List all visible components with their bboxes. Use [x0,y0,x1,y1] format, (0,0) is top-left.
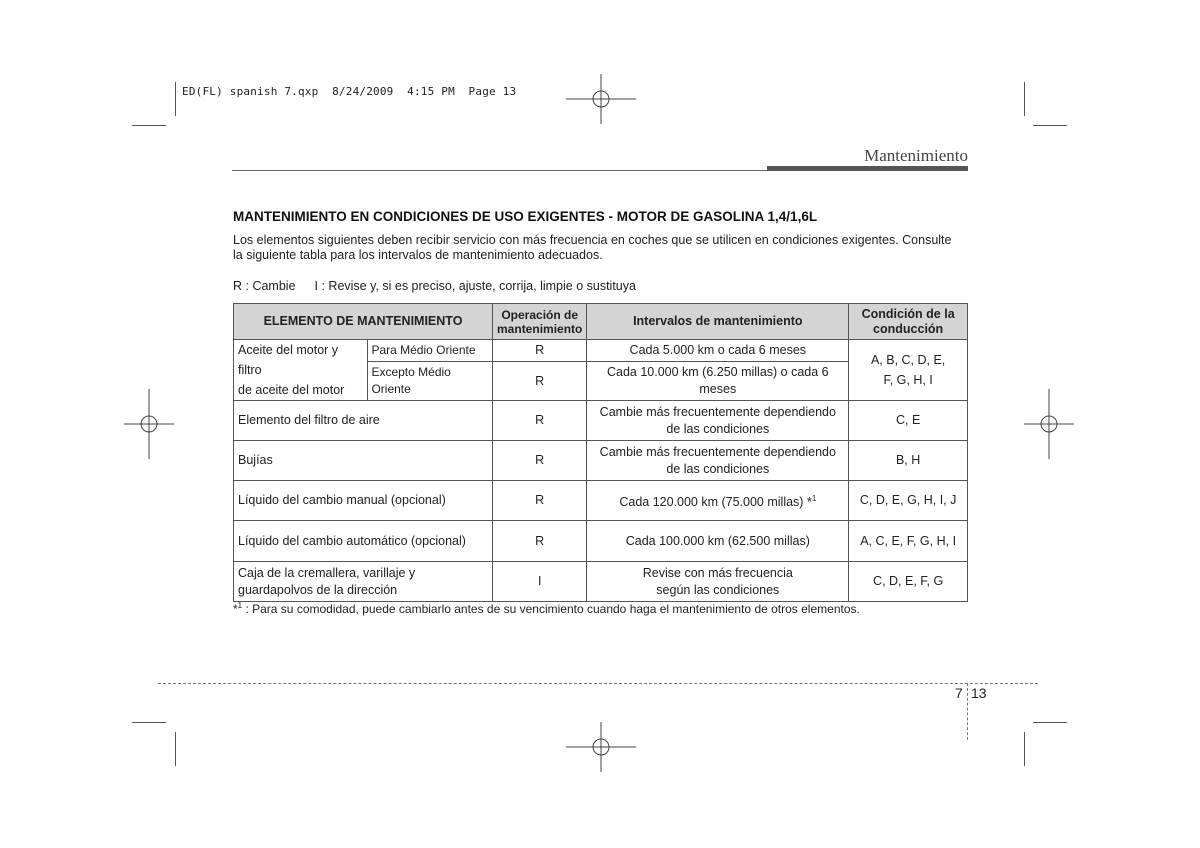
interval-cell: Cada 5.000 km o cada 6 meses [587,340,849,362]
condition-cell: A, C, E, F, G, H, I [849,521,968,562]
crop-mark [1024,732,1025,766]
footnote [233,598,860,617]
interval-cell [587,481,849,521]
header-condition: Condición de la conducción [849,304,968,340]
page-heading: MANTENIMIENTO EN CONDICIONES DE USO EXIGENTES - MOTOR DE GASOLINA 1,4/1,6L [233,209,818,224]
crop-mark [132,125,166,126]
header-item: ELEMENTO DE MANTENIMIENTO [234,304,493,340]
item-cell: Líquido del cambio manual (opcional) [234,481,493,521]
legend-i: I : Revise y, si es preciso, ajuste, corrija, limpie o sustituya [314,279,636,293]
item-cell: Líquido del cambio automático (opcional) [234,521,493,562]
header-operation: Operación de mantenimiento [493,304,587,340]
table-row [234,441,968,481]
table-row [234,401,968,441]
oil-item-line: Aceite del motor y filtro [238,343,339,377]
page-number-divider [967,683,968,740]
condition-cell: B, H [849,441,968,481]
item-line: Caja de la cremallera, varillaje y [238,565,416,580]
crop-mark [1033,125,1067,126]
interval-cell [587,401,849,441]
condition-cell: C, D, E, F, G [849,562,968,602]
legend [233,279,636,294]
page-chapter: 7 [955,685,963,701]
interval-cell [587,441,849,481]
table-header-row [234,304,968,340]
oil-item-line: de aceite del motor [238,383,345,397]
footnote-mark: * [233,602,238,616]
header-interval: Intervalos de mantenimiento [587,304,849,340]
footer-rule [158,683,1038,684]
table-row [234,521,968,562]
operation-cell: R [493,521,587,562]
condition-cell: C, D, E, G, H, I, J [849,481,968,521]
operation-cell: R [493,481,587,521]
registration-mark-icon [1024,389,1074,459]
table-row [234,340,968,362]
item-cell: Elemento del filtro de aire [234,401,493,441]
footnote-text: : Para su comodidad, puede cambiarlo antes de su vencimiento cuando haga el mantenimiento de otros elementos. [242,602,860,616]
oil-item-cell [234,340,368,401]
operation-cell: R [493,362,587,401]
oil-sub-item: Excepto Médio Oriente [368,362,493,401]
footnote-sup: 1 [237,601,243,610]
operation-cell: R [493,340,587,362]
interval-cell: Cada 10.000 km (6.250 millas) o cada 6 meses [587,362,849,401]
interval-line: Revise con más frecuencia [642,565,793,580]
interval-line: de las condiciones [666,461,770,476]
crop-mark [1024,82,1025,116]
interval-line: Cambie más frecuentemente dependiendo [599,404,836,419]
registration-mark-icon [124,389,174,459]
intro-line: Los elementos siguientes deben recibir servicio con más frecuencia en coches que se utilicen en condiciones exigentes. Consulte [233,233,952,247]
registration-mark-icon [566,74,636,124]
crop-mark [175,732,176,766]
maintenance-table [233,303,968,602]
table-row [234,481,968,521]
header-bar [767,166,968,171]
page-number: 13 [971,685,987,701]
operation-cell: I [493,562,587,602]
header-rule [232,170,768,171]
section-title: Mantenimiento [864,146,968,165]
registration-mark-icon [566,722,636,772]
interval-line: Cambie más frecuentemente dependiendo [599,444,836,459]
footnote-ref: 1 [811,493,817,503]
interval-cell: Cada 100.000 km (62.500 millas) [587,521,849,562]
crop-mark [1033,722,1067,723]
condition-line: F, G, H, I [883,373,933,387]
table-row [234,562,968,602]
oil-sub-item: Para Médio Oriente [368,340,493,362]
interval-text: Cada 120.000 km (75.000 millas) * [619,495,812,510]
operation-cell: R [493,401,587,441]
print-slug: ED(FL) spanish 7.qxp 8/24/2009 4:15 PM Page 13 [182,85,517,98]
interval-line: según las condiciones [656,582,780,597]
legend-r: R : Cambie [233,279,296,293]
crop-mark [132,722,166,723]
item-line: guardapolvos de la dirección [238,582,398,597]
item-cell: Bujías [234,441,493,481]
interval-line: de las condiciones [666,421,770,436]
condition-line: A, B, C, D, E, [870,353,946,367]
item-cell [234,562,493,602]
intro-text [233,233,973,263]
condition-cell: C, E [849,401,968,441]
intro-line: la siguiente tabla para los intervalos de mantenimiento adecuados. [233,248,603,262]
operation-cell: R [493,441,587,481]
interval-cell [587,562,849,602]
crop-mark [175,82,176,116]
condition-cell [849,340,968,401]
